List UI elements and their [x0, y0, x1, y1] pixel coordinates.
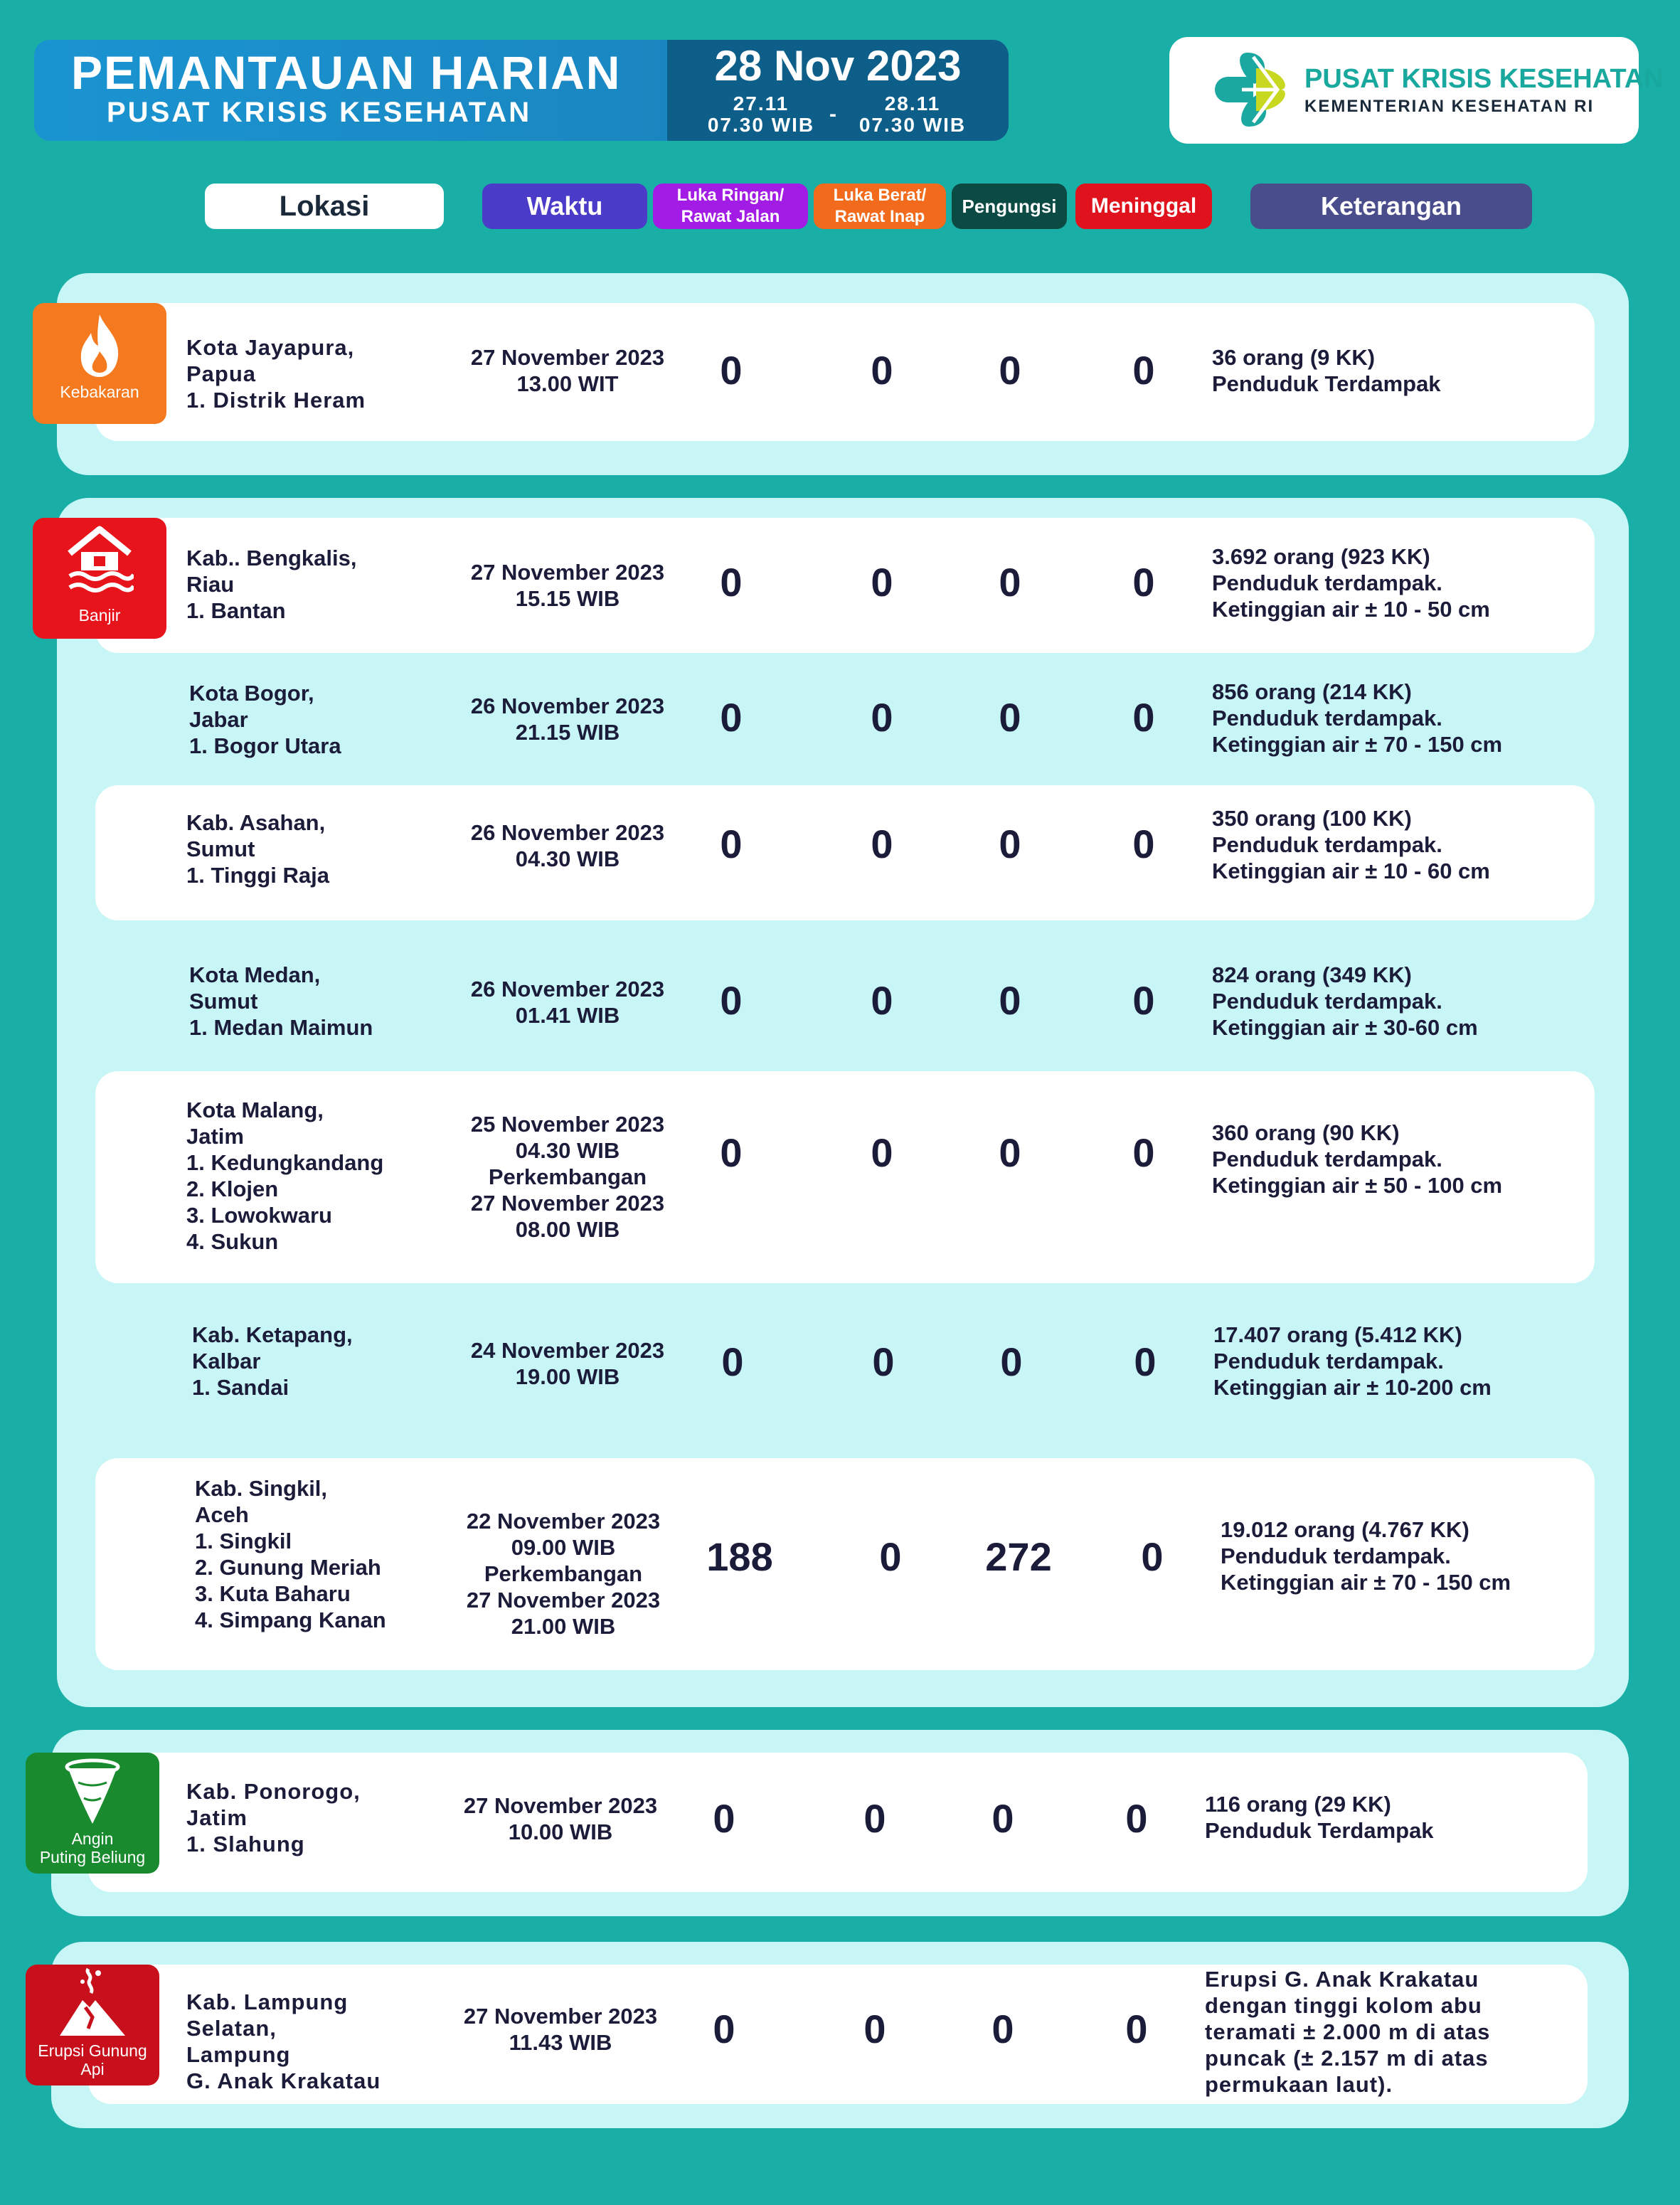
row-pengungsi: 0 [999, 348, 1021, 393]
row-luka-berat: 0 [871, 822, 893, 866]
row-note: 19.012 orang (4.767 KK) Penduduk terdampak. Ketinggian air ± 70 - 150 cm [1221, 1517, 1511, 1595]
row-meninggal: 0 [1141, 1534, 1164, 1579]
row-location: Kab.. Bengkalis, Riau 1. Bantan [186, 546, 357, 623]
row-time: 26 November 2023 21.15 WIB [470, 694, 665, 745]
row-location: Kab. Asahan, Sumut 1. Tinggi Raja [186, 810, 329, 888]
range-end: 28.11 07.30 WIB [858, 92, 967, 136]
row-location: Kota Bogor, Jabar 1. Bogor Utara [189, 681, 341, 758]
row-pengungsi: 0 [1000, 1339, 1023, 1384]
disaster-label-banjir: Banjir [78, 606, 121, 625]
title-banner [34, 40, 1009, 141]
row-location: Kota Jayapura, Papua 1. Distrik Heram [186, 335, 366, 413]
row-luka-berat: 0 [871, 978, 893, 1023]
row-meninggal: 0 [1132, 978, 1155, 1023]
row-pengungsi: 0 [991, 1796, 1014, 1841]
row-luka-ringan: 0 [713, 1796, 735, 1841]
row-meninggal: 0 [1132, 822, 1155, 866]
row-time: 22 November 2023 09.00 WIB Perkembangan 27 November 2023 21.00 WIB [466, 1509, 661, 1639]
row-luka-berat: 0 [863, 2007, 886, 2051]
disaster-label-erupsi: Erupsi Gunung Api [38, 2041, 147, 2078]
row-luka-berat: 0 [871, 695, 893, 740]
row-note: 824 orang (349 KK) Penduduk terdampak. Ketinggian air ± 30-60 cm [1212, 962, 1478, 1040]
fire-icon [77, 313, 122, 378]
disaster-tile-banjir [33, 518, 166, 639]
column-header-luka-ringan: Luka Ringan/ Rawat Jalan [653, 184, 808, 229]
row-luka-ringan: 188 [706, 1534, 773, 1579]
row-note: 350 orang (100 KK) Penduduk terdampak. Ketinggian air ± 10 - 60 cm [1212, 806, 1490, 883]
row-luka-berat: 0 [871, 1130, 893, 1175]
row-meninggal: 0 [1132, 695, 1155, 740]
disaster-label-angin: Angin Puting Beliung [39, 1829, 146, 1866]
row-time: 27 November 2023 11.43 WIB [463, 2004, 658, 2055]
column-header-meninggal: Meninggal [1075, 184, 1212, 229]
logo-subtitle: KEMENTERIAN KESEHATAN RI [1304, 97, 1595, 116]
row-pengungsi: 0 [999, 695, 1021, 740]
disaster-tile-erupsi [26, 1965, 159, 2086]
row-luka-ringan: 0 [720, 1130, 743, 1175]
column-header-lokasi: Lokasi [205, 184, 444, 229]
row-time: 27 November 2023 15.15 WIB [470, 560, 665, 611]
logo-card [1169, 37, 1664, 144]
row-pengungsi: 0 [991, 2007, 1014, 2051]
report-date: 28 Nov 2023 [714, 42, 962, 90]
row-location: Kab. Lampung Selatan, Lampung G. Anak Krakatau [186, 1989, 381, 2093]
row-luka-berat: 0 [871, 348, 893, 393]
column-header-keterangan: Keterangan [1250, 184, 1532, 229]
row-meninggal: 0 [1125, 1796, 1148, 1841]
row-time: 27 November 2023 13.00 WIT [470, 345, 665, 396]
row-luka-ringan: 0 [720, 348, 743, 393]
row-meninggal: 0 [1132, 560, 1155, 605]
row-luka-ringan: 0 [720, 822, 743, 866]
range-separator: - [829, 102, 836, 126]
row-luka-ringan: 0 [720, 560, 743, 605]
disaster-tile-kebakaran [33, 303, 166, 424]
row-time: 26 November 2023 01.41 WIB [470, 977, 665, 1028]
disaster-tile-angin [26, 1753, 159, 1874]
page-title: PEMANTAUAN HARIAN [71, 46, 622, 99]
row-location: Kab. Singkil, Aceh 1. Singkil 2. Gunung Meriah 3. Kuta Baharu 4. Simpang Kanan [195, 1476, 386, 1632]
row-pengungsi: 0 [999, 978, 1021, 1023]
logo-title: PUSAT KRISIS KESEHATAN [1304, 64, 1664, 94]
flood-house-icon [65, 525, 134, 596]
row-pengungsi: 0 [999, 560, 1021, 605]
row-luka-berat: 0 [879, 1534, 902, 1579]
column-header-luka-berat: Luka Berat/ Rawat Inap [814, 184, 946, 229]
row-time: 26 November 2023 04.30 WIB [470, 820, 665, 871]
volcano-icon [57, 1967, 128, 2039]
row-time: 24 November 2023 19.00 WIB [470, 1338, 665, 1389]
row-luka-ringan: 0 [720, 695, 743, 740]
row-meninggal: 0 [1132, 1130, 1155, 1175]
row-luka-berat: 0 [872, 1339, 895, 1384]
row-luka-ringan: 0 [720, 978, 743, 1023]
row-luka-ringan: 0 [721, 1339, 744, 1384]
ministry-logo-icon [1212, 47, 1297, 134]
date-panel [667, 40, 1009, 141]
disaster-label-kebakaran: Kebakaran [60, 383, 139, 401]
tornado-icon [64, 1758, 121, 1827]
row-time: 27 November 2023 10.00 WIB [463, 1793, 658, 1844]
row-pengungsi: 272 [985, 1534, 1052, 1579]
row-location: Kab. Ketapang, Kalbar 1. Sandai [192, 1322, 353, 1400]
column-header-waktu: Waktu [482, 184, 647, 229]
row-note: 17.407 orang (5.412 KK) Penduduk terdampak. Ketinggian air ± 10-200 cm [1213, 1322, 1492, 1400]
row-note: 116 orang (29 KK) Penduduk Terdampak [1205, 1792, 1434, 1843]
row-meninggal: 0 [1134, 1339, 1157, 1384]
row-note: Erupsi G. Anak Krakatau dengan tinggi kolom abu teramati ± 2.000 m di atas puncak (± 2.157 m di atas permukaan laut). [1205, 1967, 1491, 2097]
row-note: 3.692 orang (923 KK) Penduduk terdampak. Ketinggian air ± 10 - 50 cm [1212, 544, 1490, 622]
row-location: Kota Medan, Sumut 1. Medan Maimun [189, 962, 373, 1040]
row-note: 856 orang (214 KK) Penduduk terdampak. Ketinggian air ± 70 - 150 cm [1212, 679, 1503, 757]
range-start: 27.11 07.30 WIB [707, 92, 815, 136]
row-pengungsi: 0 [999, 822, 1021, 866]
row-luka-berat: 0 [863, 1796, 886, 1841]
page-subtitle: PUSAT KRISIS KESEHATAN [107, 97, 532, 128]
row-meninggal: 0 [1132, 348, 1155, 393]
row-note: 360 orang (90 KK) Penduduk terdampak. Ketinggian air ± 50 - 100 cm [1212, 1120, 1503, 1198]
row-luka-berat: 0 [871, 560, 893, 605]
row-time: 25 November 2023 04.30 WIB Perkembangan 27 November 2023 08.00 WIB [470, 1112, 665, 1242]
row-location: Kota Malang, Jatim 1. Kedungkandang 2. Klojen 3. Lowokwaru 4. Sukun [186, 1098, 384, 1254]
row-luka-ringan: 0 [713, 2007, 735, 2051]
row-pengungsi: 0 [999, 1130, 1021, 1175]
row-location: Kab. Ponorogo, Jatim 1. Slahung [186, 1779, 361, 1856]
column-header-pengungsi: Pengungsi [952, 184, 1067, 229]
row-meninggal: 0 [1125, 2007, 1148, 2051]
row-note: 36 orang (9 KK) Penduduk Terdampak [1212, 345, 1441, 396]
